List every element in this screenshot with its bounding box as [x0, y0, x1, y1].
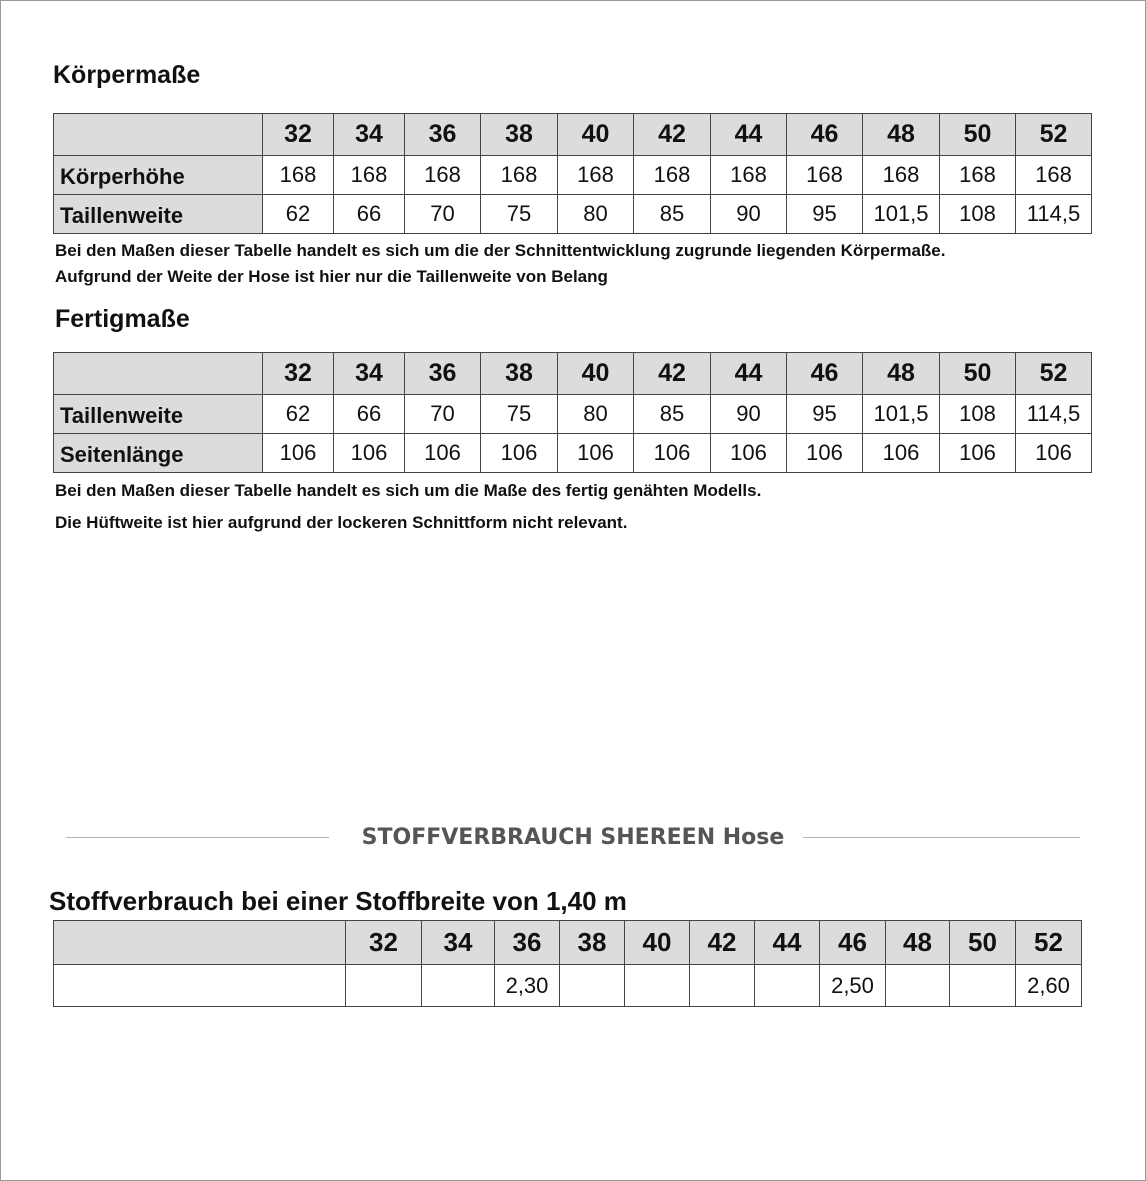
table-cell: 62 [263, 395, 334, 434]
size-header: 40 [625, 921, 690, 965]
table-cell: 106 [334, 434, 405, 473]
fertigmasse-table [53, 352, 1092, 473]
table-cell: 2,50 [820, 965, 886, 1007]
table-cell: 85 [634, 395, 711, 434]
table-cell: 114,5 [1016, 195, 1092, 234]
size-header: 46 [787, 353, 863, 395]
table-corner-cell [54, 114, 263, 156]
table-cell: 70 [405, 195, 481, 234]
table-cell [690, 965, 755, 1007]
table-cell [755, 965, 820, 1007]
table-cell [886, 965, 950, 1007]
table-cell: 106 [940, 434, 1016, 473]
table-cell-empty-label [54, 965, 346, 1007]
table-cell: 106 [787, 434, 863, 473]
table-cell: 75 [481, 395, 558, 434]
table-corner-cell [54, 921, 346, 965]
table-cell: 62 [263, 195, 334, 234]
size-header: 50 [940, 353, 1016, 395]
size-header: 34 [422, 921, 495, 965]
table-cell: 2,30 [495, 965, 560, 1007]
section-heading: STOFFVERBRAUCH SHEREEN Hose [361, 825, 785, 850]
koerpermasse-table [53, 113, 1092, 234]
size-header: 52 [1016, 114, 1092, 156]
section-divider-right [803, 837, 1080, 838]
table-cell: 168 [263, 156, 334, 195]
size-header: 38 [560, 921, 625, 965]
table-cell: 168 [1016, 156, 1092, 195]
table-cell: 168 [405, 156, 481, 195]
table-cell: 101,5 [863, 195, 940, 234]
fertigmasse-note-1: Bei den Maßen dieser Tabelle handelt es sich um die Maße des fertig genähten Modells. [55, 481, 762, 500]
table-cell: 106 [634, 434, 711, 473]
table-cell: 66 [334, 195, 405, 234]
table-cell: 90 [711, 395, 787, 434]
size-header: 48 [886, 921, 950, 965]
size-header: 44 [711, 114, 787, 156]
table-cell: 168 [558, 156, 634, 195]
table-row [54, 965, 1082, 1007]
table-cell [422, 965, 495, 1007]
row-label-koerperhoehe: Körperhöhe [54, 156, 263, 195]
koerpermasse-note-1: Bei den Maßen dieser Tabelle handelt es sich um die der Schnittentwicklung zugrunde liegenden Körpermaße. [55, 241, 946, 260]
table-cell: 106 [711, 434, 787, 473]
size-header: 36 [405, 353, 481, 395]
size-header: 52 [1016, 921, 1082, 965]
size-header: 46 [787, 114, 863, 156]
size-header: 36 [495, 921, 560, 965]
row-label-taillenweite: Taillenweite [54, 195, 263, 234]
size-header: 36 [405, 114, 481, 156]
table-cell: 106 [405, 434, 481, 473]
table-header-row [54, 114, 1092, 156]
size-header: 50 [950, 921, 1016, 965]
size-header: 40 [558, 353, 634, 395]
table-row [54, 434, 1092, 473]
row-label-seitenlaenge: Seitenlänge [54, 434, 263, 473]
size-header: 46 [820, 921, 886, 965]
size-header: 42 [690, 921, 755, 965]
size-header: 50 [940, 114, 1016, 156]
size-header: 48 [863, 353, 940, 395]
table-cell: 90 [711, 195, 787, 234]
table-cell: 106 [558, 434, 634, 473]
table-cell: 95 [787, 395, 863, 434]
table-cell: 75 [481, 195, 558, 234]
table-row [54, 156, 1092, 195]
table-cell: 108 [940, 195, 1016, 234]
size-header: 34 [334, 114, 405, 156]
table-cell: 114,5 [1016, 395, 1092, 434]
table-cell: 66 [334, 395, 405, 434]
size-header: 48 [863, 114, 940, 156]
table-cell: 168 [940, 156, 1016, 195]
size-header: 32 [263, 353, 334, 395]
row-label-taillenweite: Taillenweite [54, 395, 263, 434]
stoffverbrauch-title: Stoffverbrauch bei einer Stoffbreite von 1,40 m [49, 886, 627, 916]
table-row [54, 395, 1092, 434]
size-header: 44 [711, 353, 787, 395]
table-cell [625, 965, 690, 1007]
table-cell: 108 [940, 395, 1016, 434]
stoffverbrauch-table [53, 920, 1082, 1007]
size-header: 32 [263, 114, 334, 156]
size-header: 38 [481, 353, 558, 395]
table-cell: 106 [263, 434, 334, 473]
size-header: 42 [634, 353, 711, 395]
size-header: 32 [346, 921, 422, 965]
table-cell: 80 [558, 395, 634, 434]
table-cell: 168 [334, 156, 405, 195]
table-cell [346, 965, 422, 1007]
table-cell: 70 [405, 395, 481, 434]
koerpermasse-note-2: Aufgrund der Weite der Hose ist hier nur die Taillenweite von Belang [55, 267, 608, 286]
table-cell: 168 [634, 156, 711, 195]
table-cell: 106 [1016, 434, 1092, 473]
table-cell: 2,60 [1016, 965, 1082, 1007]
koerpermasse-title: Körpermaße [53, 61, 201, 89]
size-header: 38 [481, 114, 558, 156]
size-header: 52 [1016, 353, 1092, 395]
table-cell: 80 [558, 195, 634, 234]
table-header-row [54, 353, 1092, 395]
table-cell: 95 [787, 195, 863, 234]
table-header-row [54, 921, 1082, 965]
size-header: 34 [334, 353, 405, 395]
size-header: 44 [755, 921, 820, 965]
table-cell: 168 [481, 156, 558, 195]
fertigmasse-title: Fertigmaße [55, 305, 190, 333]
table-cell: 168 [711, 156, 787, 195]
size-header: 40 [558, 114, 634, 156]
table-cell: 101,5 [863, 395, 940, 434]
fertigmasse-note-2: Die Hüftweite ist hier aufgrund der lockeren Schnittform nicht relevant. [55, 513, 628, 532]
table-cell: 85 [634, 195, 711, 234]
section-divider-left [66, 837, 329, 838]
table-corner-cell [54, 353, 263, 395]
table-cell: 168 [787, 156, 863, 195]
size-header: 42 [634, 114, 711, 156]
table-cell: 168 [863, 156, 940, 195]
table-row [54, 195, 1092, 234]
table-cell: 106 [481, 434, 558, 473]
table-cell: 106 [863, 434, 940, 473]
table-cell [560, 965, 625, 1007]
table-cell [950, 965, 1016, 1007]
